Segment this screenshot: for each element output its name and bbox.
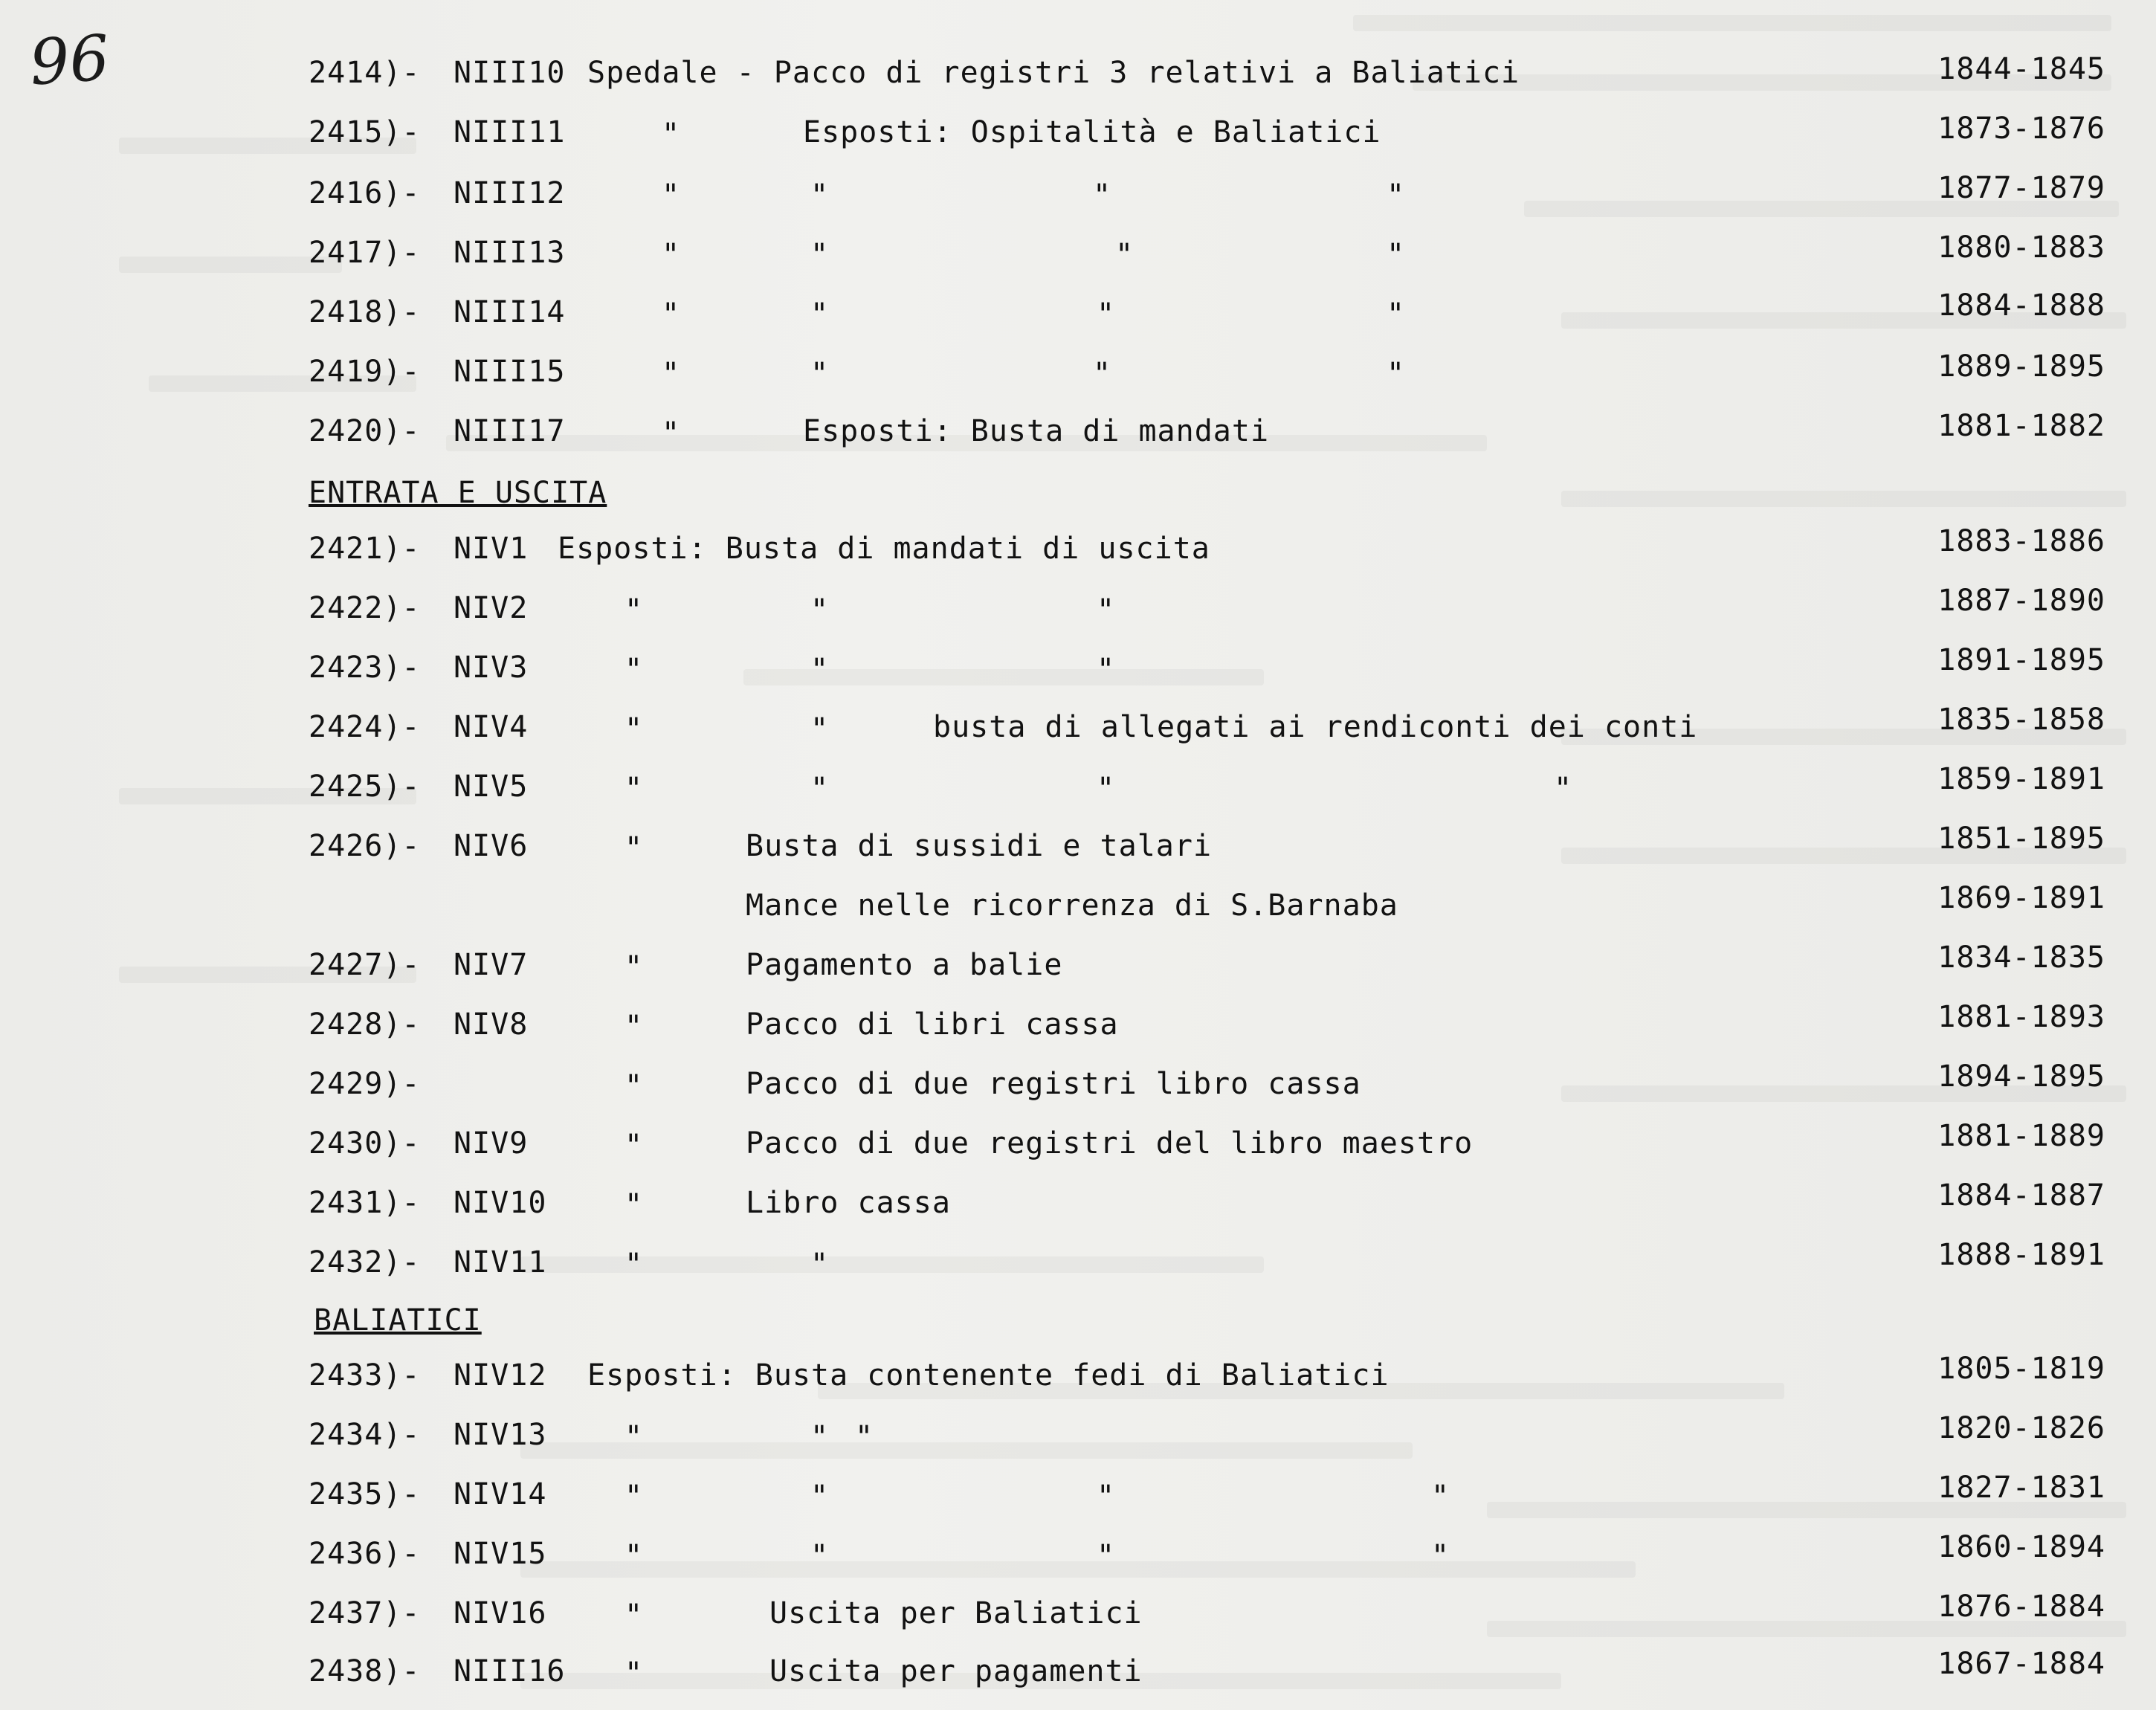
entry-signature: NIV3 (454, 651, 529, 685)
entry-description: Esposti: Busta di mandati (803, 414, 1270, 448)
ditto-mark: " (624, 1539, 643, 1573)
ditto-mark: " (1115, 238, 1134, 272)
ditto-mark: " (810, 297, 829, 332)
ditto-mark: " (624, 1129, 643, 1163)
entry-signature: NIV10 (454, 1186, 547, 1220)
ditto-mark: " (624, 1188, 643, 1222)
entry-signature: NIV2 (454, 591, 529, 625)
entry-date: 1883-1886 (1937, 524, 2105, 558)
ditto-mark: " (1097, 772, 1115, 806)
entry-signature: NIII13 (454, 236, 566, 270)
ditto-mark: " (810, 178, 829, 213)
entry-signature: NIII14 (454, 295, 566, 329)
ditto-mark: " (1097, 653, 1115, 687)
entry-description: Esposti: Busta di mandati di uscita (558, 532, 1210, 566)
entry-date: 1869-1891 (1937, 881, 2105, 915)
entry-date: 1881-1893 (1937, 1000, 2105, 1034)
entry-number: 2431)- (309, 1186, 421, 1220)
section-heading-baliatici: BALIATICI (314, 1303, 482, 1338)
entry-number: 2422)- (309, 591, 421, 625)
entry-number: 2437)- (309, 1596, 421, 1630)
ditto-mark: " (624, 593, 643, 627)
entry-signature: NIV8 (454, 1007, 529, 1042)
ditto-mark: " (662, 297, 680, 332)
entry-date: 1881-1882 (1937, 409, 2105, 443)
entry-date: 1834-1835 (1937, 940, 2105, 975)
ditto-mark: " (1093, 357, 1111, 391)
entry-description: Pacco di due registri del libro maestro (746, 1126, 1474, 1161)
ditto-mark: " (810, 1420, 829, 1454)
entry-number: 2428)- (309, 1007, 421, 1042)
ditto-mark: " (810, 238, 829, 272)
entry-date: 1873-1876 (1937, 112, 2105, 146)
entry-date: 1880-1883 (1937, 230, 2105, 265)
entry-signature: NIV6 (454, 829, 529, 863)
ditto-mark: " (1431, 1539, 1450, 1573)
ditto-mark: " (810, 1539, 829, 1573)
entry-number: 2438)- (309, 1654, 421, 1688)
entry-signature: NIV5 (454, 770, 529, 804)
ditto-mark: " (624, 1598, 643, 1633)
entry-signature: NIII11 (454, 115, 566, 149)
ditto-mark: " (1387, 178, 1405, 213)
entry-signature: NIII16 (454, 1654, 566, 1688)
ditto-mark: " (1387, 238, 1405, 272)
entry-number: 2418)- (309, 295, 421, 329)
entry-date: 1851-1895 (1937, 822, 2105, 856)
ditto-mark: " (662, 178, 680, 213)
ditto-mark: " (1093, 178, 1111, 213)
entry-description: Uscita per pagamenti (769, 1654, 1143, 1688)
entry-signature: NIV9 (454, 1126, 529, 1161)
ditto-mark: " (1097, 593, 1115, 627)
ditto-mark: " (810, 653, 829, 687)
entry-signature: NIV16 (454, 1596, 547, 1630)
entry-number: 2429)- (309, 1067, 421, 1101)
entry-date: 1827-1831 (1937, 1471, 2105, 1505)
entry-number: 2432)- (309, 1245, 421, 1280)
entry-date: 1891-1895 (1937, 643, 2105, 677)
ditto-mark: " (624, 1069, 643, 1103)
entry-description: Pacco di libri cassa (746, 1007, 1119, 1042)
entry-number: 2434)- (309, 1418, 421, 1452)
ditto-mark: " (1431, 1480, 1450, 1514)
ditto-mark: " (810, 712, 829, 746)
entry-number: 2416)- (309, 176, 421, 210)
entry-date: 1877-1879 (1937, 171, 2105, 205)
entry-description: Uscita per Baliatici (769, 1596, 1143, 1630)
entry-description: Esposti: Ospitalità e Baliatici (803, 115, 1381, 149)
entry-number: 2435)- (309, 1477, 421, 1511)
entry-date: 1859-1891 (1937, 762, 2105, 796)
ditto-mark: " (810, 772, 829, 806)
ditto-mark: " (855, 1420, 874, 1454)
ditto-mark: " (662, 416, 680, 451)
entry-signature: NIII17 (454, 414, 566, 448)
entry-number: 2427)- (309, 948, 421, 982)
entry-date: 1894-1895 (1937, 1059, 2105, 1094)
entry-number: 2433)- (309, 1358, 421, 1393)
ditto-mark: " (662, 238, 680, 272)
entry-date: 1884-1888 (1937, 288, 2105, 323)
entry-number: 2424)- (309, 710, 421, 744)
entry-description: Busta di sussidi e talari (746, 829, 1213, 863)
entry-number: 2417)- (309, 236, 421, 270)
page-number: 96 (27, 21, 112, 100)
entry-signature: NIII15 (454, 355, 566, 389)
entry-date: 1876-1884 (1937, 1590, 2105, 1624)
entry-number: 2426)- (309, 829, 421, 863)
ditto-mark: " (1097, 1480, 1115, 1514)
entry-date: 1860-1894 (1937, 1530, 2105, 1564)
ditto-mark: " (624, 950, 643, 984)
entry-signature: NIV13 (454, 1418, 547, 1452)
entry-number: 2414)- (309, 56, 421, 90)
ditto-mark: " (1097, 297, 1115, 332)
ditto-mark: " (662, 357, 680, 391)
entry-description: Pacco di due registri libro cassa (746, 1067, 1361, 1101)
entry-date: 1884-1887 (1937, 1178, 2105, 1213)
ditto-mark: " (1387, 297, 1405, 332)
ditto-mark: " (810, 593, 829, 627)
ditto-mark: " (1387, 357, 1405, 391)
ditto-mark: " (624, 831, 643, 865)
entry-signature: NIII10 (454, 56, 566, 90)
ditto-mark: " (810, 357, 829, 391)
entry-description: Mance nelle ricorrenza di S.Barnaba (746, 888, 1398, 923)
entry-description: Pagamento a balie (746, 948, 1063, 982)
entry-date: 1867-1884 (1937, 1647, 2105, 1681)
entry-signature: NIV4 (454, 710, 529, 744)
entry-description: Spedale - Pacco di registri 3 relativi a Baliatici (587, 56, 1520, 90)
entry-date: 1889-1895 (1937, 349, 2105, 384)
entry-date: 1805-1819 (1937, 1352, 2105, 1386)
entry-signature: NIV15 (454, 1537, 547, 1571)
entry-signature: NIV11 (454, 1245, 547, 1280)
entry-date: 1844-1845 (1937, 52, 2105, 86)
ditto-mark: " (624, 1656, 643, 1691)
entry-number: 2430)- (309, 1126, 421, 1161)
entry-signature: NIV7 (454, 948, 529, 982)
ditto-mark: " (662, 117, 680, 152)
entry-number: 2425)- (309, 770, 421, 804)
entry-description: Esposti: Busta contenente fedi di Baliatici (587, 1358, 1390, 1393)
ditto-mark: " (624, 1420, 643, 1454)
entry-signature: NIV1 (454, 532, 529, 566)
ditto-mark: " (624, 1248, 643, 1282)
ditto-mark: " (810, 1248, 829, 1282)
entry-number: 2436)- (309, 1537, 421, 1571)
entry-number: 2419)- (309, 355, 421, 389)
entry-description: Libro cassa (746, 1186, 951, 1220)
entry-signature: NIII12 (454, 176, 566, 210)
ditto-mark: " (810, 1480, 829, 1514)
ditto-mark: " (1554, 772, 1572, 806)
entry-date: 1887-1890 (1937, 584, 2105, 618)
entry-number: 2415)- (309, 115, 421, 149)
entry-number: 2423)- (309, 651, 421, 685)
ditto-mark: " (624, 1480, 643, 1514)
ditto-mark: " (624, 653, 643, 687)
entry-number: 2420)- (309, 414, 421, 448)
entry-date: 1881-1889 (1937, 1119, 2105, 1153)
entry-date: 1820-1826 (1937, 1411, 2105, 1445)
entry-number: 2421)- (309, 532, 421, 566)
ditto-mark: " (624, 772, 643, 806)
entry-signature: NIV14 (454, 1477, 547, 1511)
section-heading-entrata-uscita: ENTRATA E USCITA (309, 476, 607, 510)
ditto-mark: " (1097, 1539, 1115, 1573)
entry-date: 1835-1858 (1937, 703, 2105, 737)
entry-date: 1888-1891 (1937, 1238, 2105, 1272)
ditto-mark: " (624, 1010, 643, 1044)
entry-description: busta di allegati ai rendiconti dei conti (933, 710, 1698, 744)
ditto-mark: " (624, 712, 643, 746)
entry-signature: NIV12 (454, 1358, 547, 1393)
